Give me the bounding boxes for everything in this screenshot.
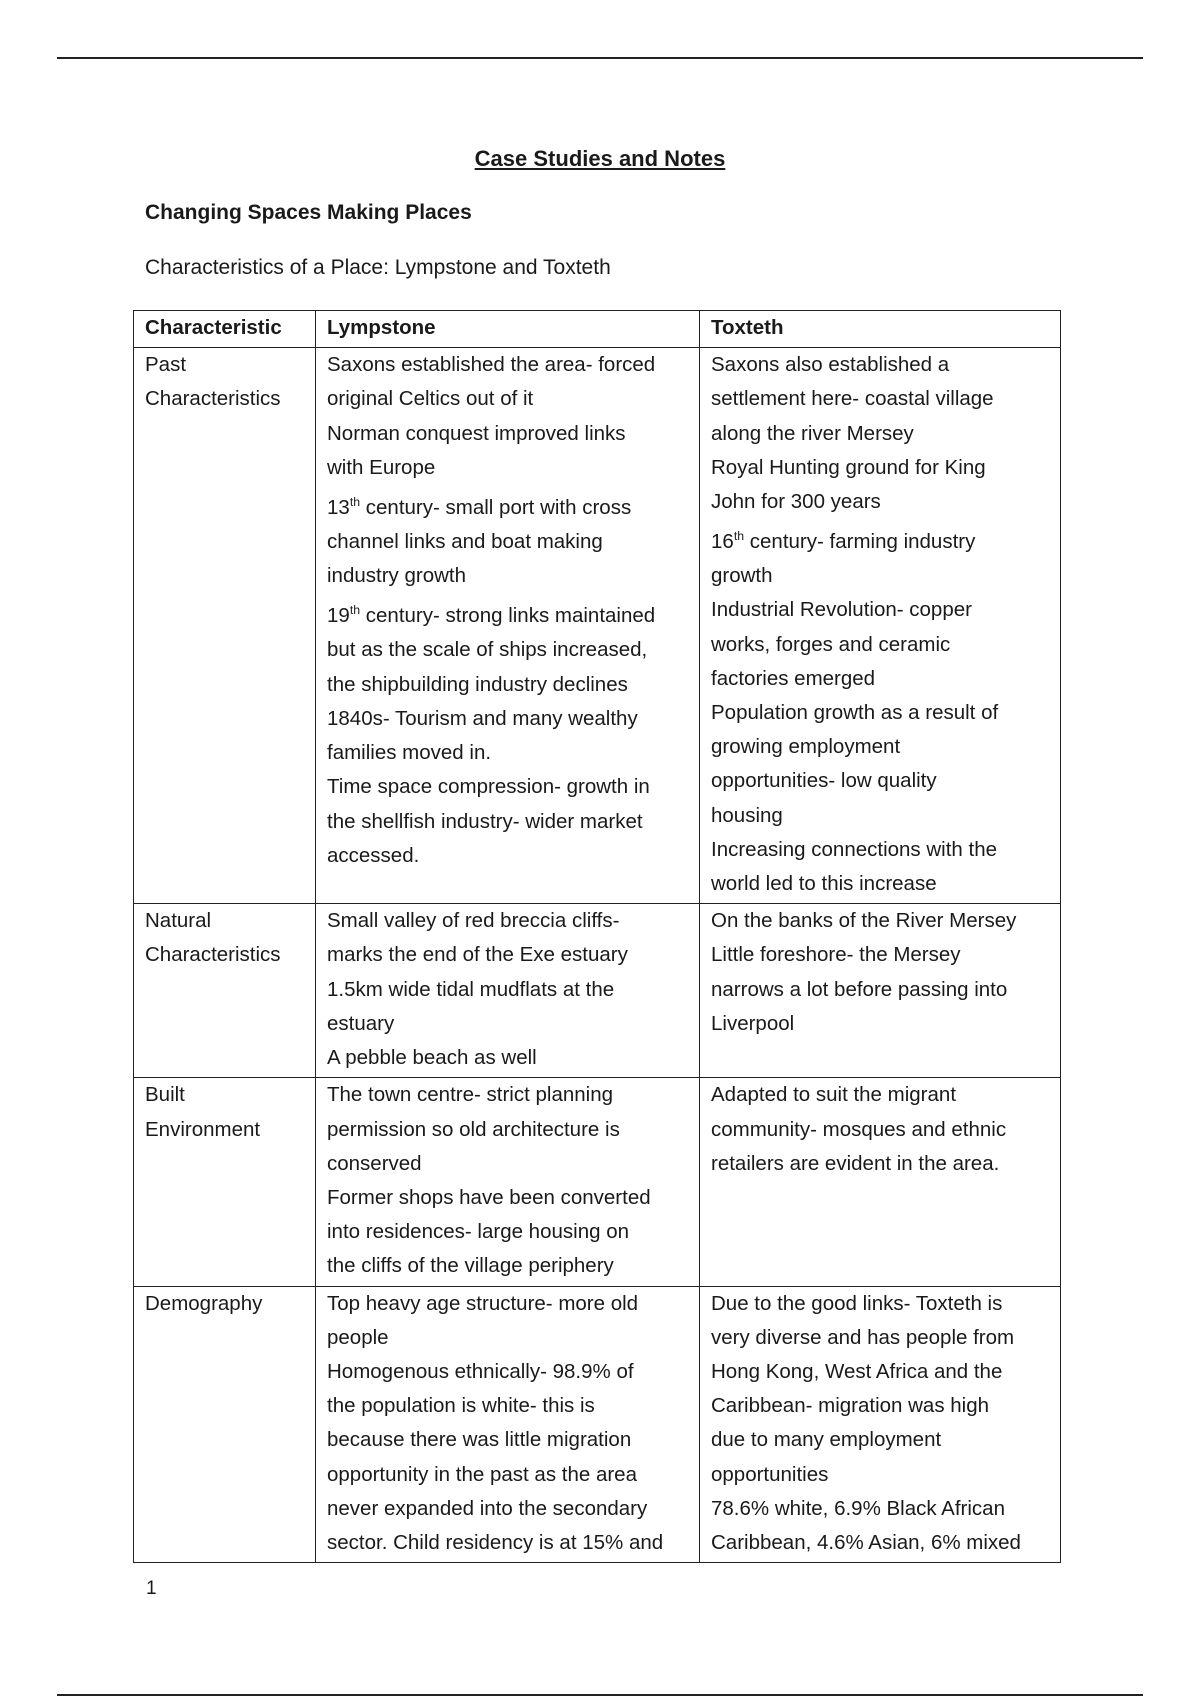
top-rule bbox=[57, 57, 1143, 59]
cell-line: John for 300 years bbox=[711, 490, 881, 514]
cell-line: marks the end of the Exe estuary bbox=[327, 943, 628, 967]
cell-line: On the banks of the River Mersey bbox=[711, 909, 1017, 933]
comparison-table bbox=[133, 310, 1061, 1563]
cell-line: 1.5km wide tidal mudflats at the bbox=[327, 977, 615, 1001]
cell-line: Adapted to suit the migrant bbox=[711, 1083, 957, 1107]
cell-line: the shipbuilding industry declines bbox=[327, 672, 628, 696]
cell-line: Caribbean- migration was high bbox=[711, 1394, 990, 1418]
cell-line: due to many employment bbox=[711, 1428, 942, 1452]
cell-line: original Celtics out of it bbox=[327, 387, 534, 411]
cell-line: 13th century- small port with cross bbox=[327, 495, 632, 519]
cell-line: Former shops have been converted bbox=[327, 1185, 651, 1209]
cell-line: along the river Mersey bbox=[711, 421, 914, 445]
cell-characteristic bbox=[134, 1078, 316, 1286]
cell-line: conserved bbox=[327, 1151, 422, 1175]
cell-line: very diverse and has people from bbox=[711, 1325, 1015, 1349]
section-subheading: Characteristics of a Place: Lympstone and Toxteth bbox=[145, 256, 611, 279]
cell-line: Industrial Revolution- copper bbox=[711, 598, 972, 622]
cell-line: Top heavy age structure- more old bbox=[327, 1291, 639, 1315]
cell-line: Increasing connections with the bbox=[711, 837, 998, 861]
cell-line: growth bbox=[711, 564, 773, 588]
cell-line: 1840s- Tourism and many wealthy bbox=[327, 706, 638, 730]
cell-line: Homogenous ethnically- 98.9% of bbox=[327, 1359, 634, 1383]
section-heading: Changing Spaces Making Places bbox=[145, 201, 472, 224]
cell-line: Time space compression- growth in bbox=[327, 775, 650, 799]
cell-line: with Europe bbox=[327, 455, 436, 479]
cell-line: opportunities- low quality bbox=[711, 769, 937, 793]
cell-line: Characteristics bbox=[145, 387, 281, 411]
cell-lympstone bbox=[316, 904, 700, 1078]
cell-line: Norman conquest improved links bbox=[327, 421, 626, 445]
cell-line: The town centre- strict planning bbox=[327, 1083, 613, 1107]
cell-line: Due to the good links- Toxteth is bbox=[711, 1291, 1003, 1315]
cell-line: Population growth as a result of bbox=[711, 701, 999, 725]
cell-line: Characteristics bbox=[145, 943, 281, 967]
cell-line: the population is white- this is bbox=[327, 1394, 595, 1418]
cell-line: the shellfish industry- wider market bbox=[327, 809, 643, 833]
cell-line: Royal Hunting ground for King bbox=[711, 455, 986, 479]
header-characteristic: Characteristic bbox=[134, 311, 316, 348]
cell-line: people bbox=[327, 1325, 389, 1349]
cell-line: sector. Child residency is at 15% and bbox=[327, 1530, 664, 1554]
table-row bbox=[134, 1286, 1061, 1563]
cell-line: estuary bbox=[327, 1011, 395, 1035]
bottom-rule bbox=[57, 1694, 1143, 1696]
cell-line: Environment bbox=[145, 1117, 261, 1141]
cell-line: but as the scale of ships increased, bbox=[327, 638, 648, 662]
cell-toxteth bbox=[700, 348, 1061, 904]
cell-toxteth bbox=[700, 1286, 1061, 1563]
cell-line: opportunity in the past as the area bbox=[327, 1462, 637, 1486]
cell-toxteth bbox=[700, 1078, 1061, 1286]
cell-line: 19th century- strong links maintained bbox=[327, 603, 656, 628]
cell-line: Past bbox=[145, 353, 187, 377]
cell-lympstone bbox=[316, 348, 700, 904]
cell-line: because there was little migration bbox=[327, 1428, 632, 1452]
cell-line: community- mosques and ethnic bbox=[711, 1117, 1007, 1141]
cell-line: Saxons also established a bbox=[711, 353, 950, 377]
cell-line: Caribbean, 4.6% Asian, 6% mixed bbox=[711, 1530, 1021, 1554]
cell-toxteth bbox=[700, 904, 1061, 1078]
page-number: 1 bbox=[146, 1578, 157, 1599]
cell-line: industry growth bbox=[327, 564, 467, 588]
table-header-row bbox=[134, 311, 1061, 348]
cell-line: 78.6% white, 6.9% Black African bbox=[711, 1496, 1005, 1520]
header-toxteth: Toxteth bbox=[700, 311, 1061, 348]
cell-line: into residences- large housing on bbox=[327, 1220, 629, 1244]
cell-line: accessed. bbox=[327, 843, 420, 867]
cell-line: retailers are evident in the area. bbox=[711, 1151, 1000, 1175]
cell-line: Little foreshore- the Mersey bbox=[711, 943, 961, 967]
cell-line: opportunities bbox=[711, 1462, 829, 1486]
cell-line: growing employment bbox=[711, 735, 901, 759]
cell-lympstone bbox=[316, 1286, 700, 1563]
cell-line: Demography bbox=[145, 1291, 263, 1315]
table-row bbox=[134, 348, 1061, 904]
cell-characteristic bbox=[134, 904, 316, 1078]
cell-line: Natural bbox=[145, 909, 212, 933]
cell-line: Built bbox=[145, 1083, 185, 1107]
header-lympstone: Lympstone bbox=[316, 311, 700, 348]
cell-line: families moved in. bbox=[327, 741, 492, 765]
cell-characteristic bbox=[134, 348, 316, 904]
cell-line: Saxons established the area- forced bbox=[327, 353, 656, 377]
cell-line: channel links and boat making bbox=[327, 530, 603, 554]
cell-characteristic bbox=[134, 1286, 316, 1563]
cell-line: world led to this increase bbox=[711, 872, 937, 896]
cell-lympstone bbox=[316, 1078, 700, 1286]
cell-line: housing bbox=[711, 803, 783, 827]
cell-line: A pebble beach as well bbox=[327, 1046, 537, 1070]
table-row bbox=[134, 1078, 1061, 1286]
table-row bbox=[134, 904, 1061, 1078]
cell-line: Liverpool bbox=[711, 1011, 795, 1035]
cell-line: factories emerged bbox=[711, 666, 876, 690]
cell-line: narrows a lot before passing into bbox=[711, 977, 1008, 1001]
table-body bbox=[134, 348, 1061, 1563]
cell-line: works, forges and ceramic bbox=[711, 632, 951, 656]
cell-line: the cliffs of the village periphery bbox=[327, 1254, 614, 1278]
cell-line: never expanded into the secondary bbox=[327, 1496, 648, 1520]
cell-line: settlement here- coastal village bbox=[711, 387, 994, 411]
cell-line: Hong Kong, West Africa and the bbox=[711, 1359, 1003, 1383]
page-title: Case Studies and Notes bbox=[474, 146, 726, 171]
cell-line: permission so old architecture is bbox=[327, 1117, 620, 1141]
cell-line: 16th century- farming industry bbox=[711, 529, 976, 554]
cell-line: Small valley of red breccia cliffs- bbox=[327, 909, 620, 933]
